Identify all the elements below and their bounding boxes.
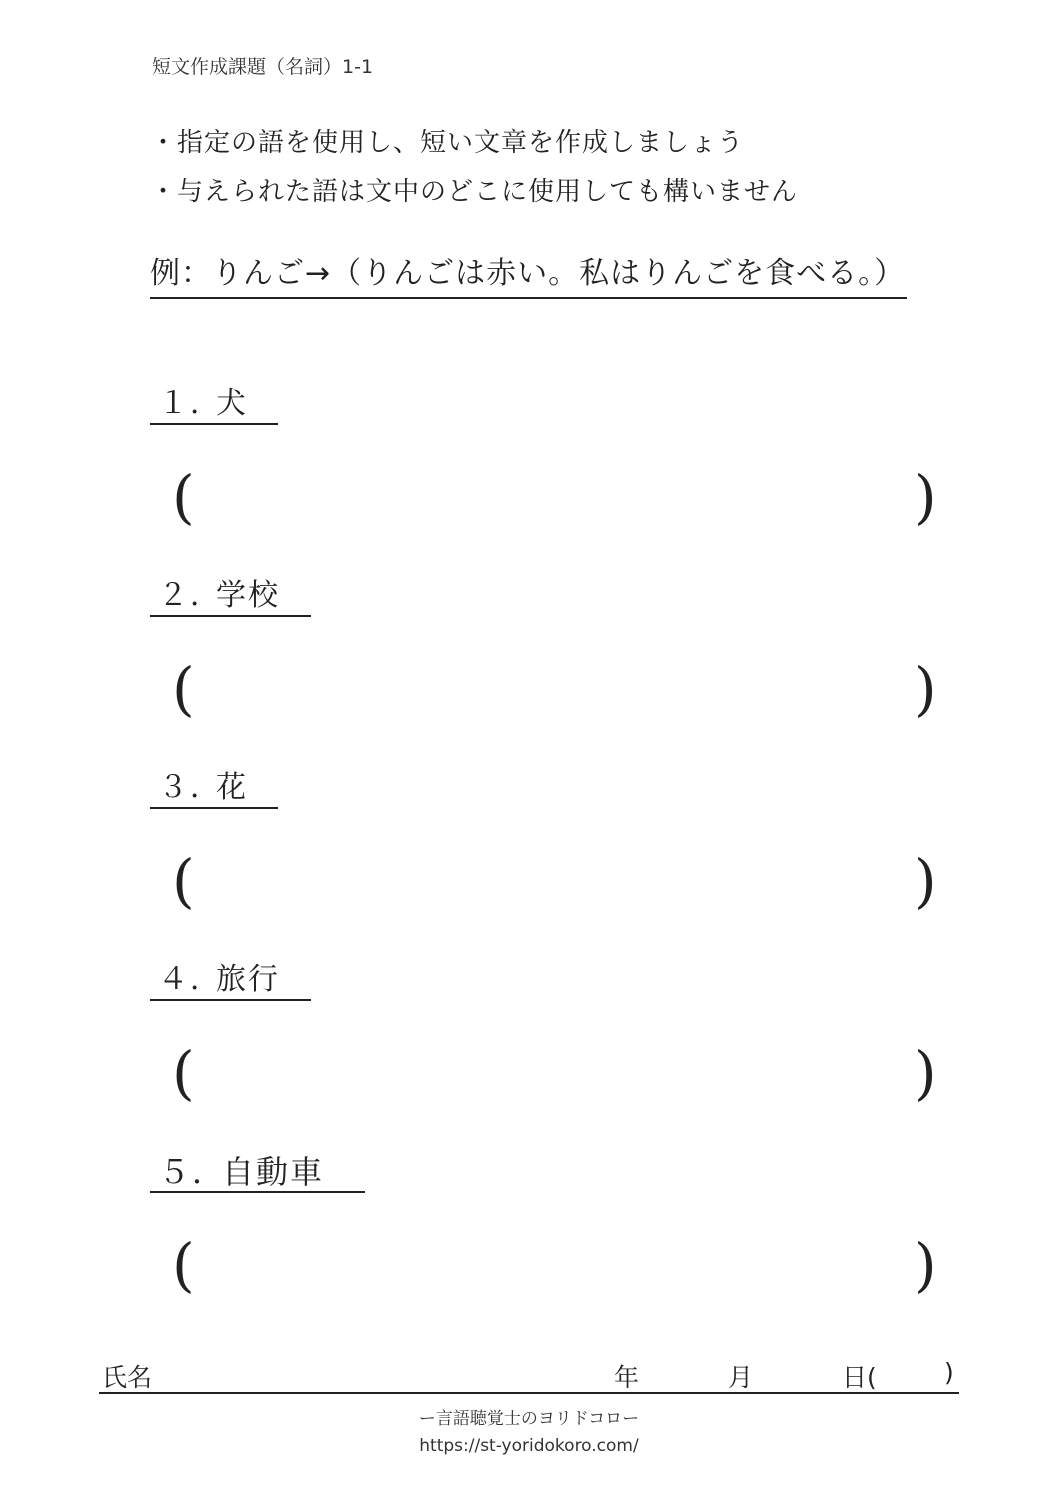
- item-number: ３．: [158, 770, 222, 805]
- item-number: ５．: [158, 1153, 227, 1191]
- item-word: 学校: [216, 578, 280, 613]
- answer-open-paren-2: (: [172, 655, 195, 723]
- name-label: 氏名: [102, 1363, 153, 1392]
- item-label-3: [150, 769, 278, 809]
- answer-open-paren-5: (: [172, 1231, 195, 1299]
- item-word: 旅行: [216, 962, 280, 997]
- answer-close-paren-4: ): [914, 1039, 937, 1107]
- weekday-close-paren: ): [944, 1358, 954, 1387]
- answer-close-paren-5: ): [914, 1231, 937, 1299]
- answer-close-paren-1: ): [914, 463, 937, 531]
- example-sentence: 例：りんご→（りんごは赤い。私はりんごを食べる。）: [150, 253, 907, 299]
- item-label-5: [150, 1153, 365, 1193]
- item-number: １．: [158, 386, 222, 421]
- instruction-line-2: ・与えられた語は文中のどこに使用しても構いません: [150, 177, 799, 207]
- instruction-line-1: ・指定の語を使用し、短い文章を作成しましょう: [150, 128, 745, 158]
- worksheet-title: 短文作成課題（名詞）1-1: [152, 56, 374, 78]
- day-label: 日(: [842, 1363, 877, 1392]
- item-label-2: [150, 577, 311, 617]
- site-name: ー言語聴覚士のヨリドコロー: [418, 1409, 640, 1429]
- answer-close-paren-2: ): [914, 655, 937, 723]
- name-underline: [99, 1392, 959, 1394]
- item-number: ２．: [158, 578, 222, 613]
- answer-close-paren-3: ): [914, 847, 937, 915]
- item-word: 犬: [216, 386, 248, 421]
- item-label-1: [150, 385, 278, 425]
- item-word: 花: [216, 770, 248, 805]
- site-url: https://st-yoridokoro.com/: [419, 1436, 639, 1456]
- answer-open-paren-4: (: [172, 1039, 195, 1107]
- answer-open-paren-3: (: [172, 847, 195, 915]
- item-word: 自動車: [222, 1153, 325, 1191]
- item-label-4: [150, 961, 311, 1001]
- month-label: 月: [728, 1363, 754, 1392]
- item-number: ４．: [158, 962, 222, 997]
- year-label: 年: [614, 1363, 640, 1392]
- answer-open-paren-1: (: [172, 463, 195, 531]
